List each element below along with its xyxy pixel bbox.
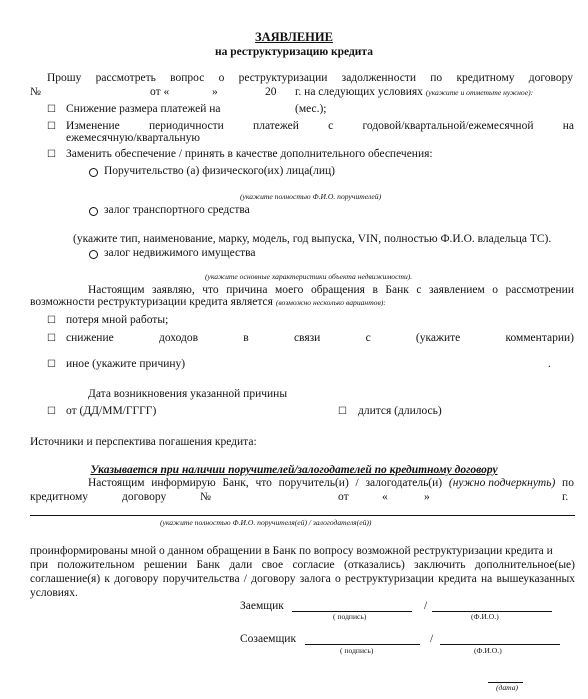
checkbox-from[interactable]: ☐: [47, 406, 56, 417]
guarantors-number-sign: №: [200, 491, 211, 503]
document-subtitle: на реструктуризацию кредита: [215, 46, 373, 58]
year-prefix: 20: [265, 86, 277, 98]
date-from: от «: [150, 86, 170, 98]
checkbox-job-loss[interactable]: ☐: [47, 315, 56, 326]
intro-line-1: Прошу рассмотреть вопрос о реструктуризации задолженности по кредитному договору: [47, 72, 573, 84]
guarantors-word-contract: договору: [122, 491, 167, 503]
borrower-fio-note: (Ф.И.О.): [471, 612, 499, 621]
guarantors-quote-open: «: [382, 491, 388, 503]
option-realty: залог недвижимого имущества: [104, 247, 256, 259]
guarantors-para-line-2: при положительном решении Банк дали свое согласие (отказались) заключить дополнительное(ые): [30, 559, 575, 571]
checkbox-income[interactable]: ☐: [47, 333, 56, 344]
radio-vehicle-icon[interactable]: [89, 207, 98, 216]
guarantors-line-1: Настоящим информирую Банк, что поручитель(и) / залогодатель(и) (нужно подчеркнуть) по: [88, 477, 574, 489]
radio-guarantee-icon[interactable]: [89, 168, 98, 177]
borrower-sign-note: ( подпись): [333, 612, 367, 621]
reason-other-dot: .: [548, 358, 551, 370]
reason-income: снижение доходов в связи с (укажите комментарии): [66, 332, 574, 344]
coborrower-sign-note: ( подпись): [340, 646, 374, 655]
option-change-line-1: Изменение периодичности платежей с годовой/квартальной/ежемесячной на: [66, 120, 574, 132]
document-title: ЗАЯВЛЕНИЕ: [255, 30, 333, 44]
guarantee-note: (укажите полностью Ф.И.О. поручителей): [240, 192, 382, 201]
coborrower-slash: /: [430, 633, 434, 645]
number-sign: №: [30, 86, 41, 98]
option-vehicle: залог транспортного средства: [104, 204, 250, 216]
reason-lasts: длится (длилось): [358, 405, 442, 417]
guarantors-para-line-3: соглашение(я) к договору поручительства / договору залога о реструктуризации кредита на вышеуказанных: [30, 573, 575, 585]
coborrower-label: Созаемщик: [240, 633, 297, 645]
checkbox-reduce[interactable]: ☐: [47, 104, 56, 115]
realty-note: (укажите основные характеристики объекта недвижимости).: [205, 272, 413, 281]
guarantors-word-credit: кредитному: [30, 491, 89, 503]
borrower-slash: /: [424, 600, 428, 612]
date-quote: »: [212, 86, 218, 98]
coborrower-fio-line[interactable]: [440, 644, 560, 645]
vehicle-note: (укажите тип, наименование, марку, модель, год выпуска, VIN, полностью Ф.И.О. владельца ТС).: [73, 233, 552, 245]
reason-job-loss: потеря мной работы;: [66, 314, 169, 326]
coborrower-fio-note: (Ф.И.О.): [474, 646, 502, 655]
guarantors-heading: Указывается при наличии поручителей/залогодателей по кредитному договору: [90, 464, 498, 476]
guarantors-quote-close: »: [424, 491, 430, 503]
coborrower-signature-line[interactable]: [305, 644, 420, 645]
guarantor-fio-note: (укажите полностью Ф.И.О. поручителя(ей) / залогодателя(ей)): [160, 518, 372, 527]
reason-other: иное (укажите причину): [66, 358, 186, 370]
radio-realty-icon[interactable]: [89, 250, 98, 259]
checkbox-lasts[interactable]: ☐: [338, 406, 347, 417]
option-reduce-label: Снижение размера платежей на: [66, 103, 221, 115]
reason-line-1: Настоящим заявляю, что причина моего обращения в Банк с заявлением о рассмотрении: [88, 284, 574, 296]
guarantors-para-line-4: условиях.: [30, 587, 78, 599]
borrower-label: Заемщик: [240, 600, 284, 612]
sources-label: Источники и перспектива погашения кредита:: [30, 436, 257, 448]
reason-date-label: Дата возникновения указанной причины: [88, 388, 288, 400]
checkbox-change[interactable]: ☐: [47, 121, 56, 132]
checkbox-other[interactable]: ☐: [47, 359, 56, 370]
option-reduce-unit: (мес.);: [295, 103, 327, 115]
date-note: (дата): [496, 683, 519, 692]
reason-from: от (ДД/ММ/ГГГГ): [66, 405, 157, 417]
option-replace: Заменить обеспечение / принять в качестве дополнительного обеспечения:: [66, 148, 433, 160]
option-change-line-2: ежемесячную/квартальную: [66, 132, 200, 144]
reason-line-2: возможности реструктуризации кредита является (возможно несколько вариантов):: [30, 296, 386, 308]
checkbox-replace[interactable]: ☐: [47, 149, 56, 160]
guarantors-para-line-1: проинформированы мной о данном обращении в Банк по вопросу возможной реструктуризации кредита и: [30, 545, 553, 557]
intro-tail: г. на следующих условиях (укажите и отметьте нужное):: [295, 86, 534, 98]
option-guarantee: Поручительство (а) физического(их) лица(лиц): [104, 165, 336, 177]
guarantors-year-suffix: г.: [562, 491, 569, 503]
guarantor-fio-line[interactable]: [30, 515, 575, 516]
guarantors-from: от: [338, 491, 349, 503]
